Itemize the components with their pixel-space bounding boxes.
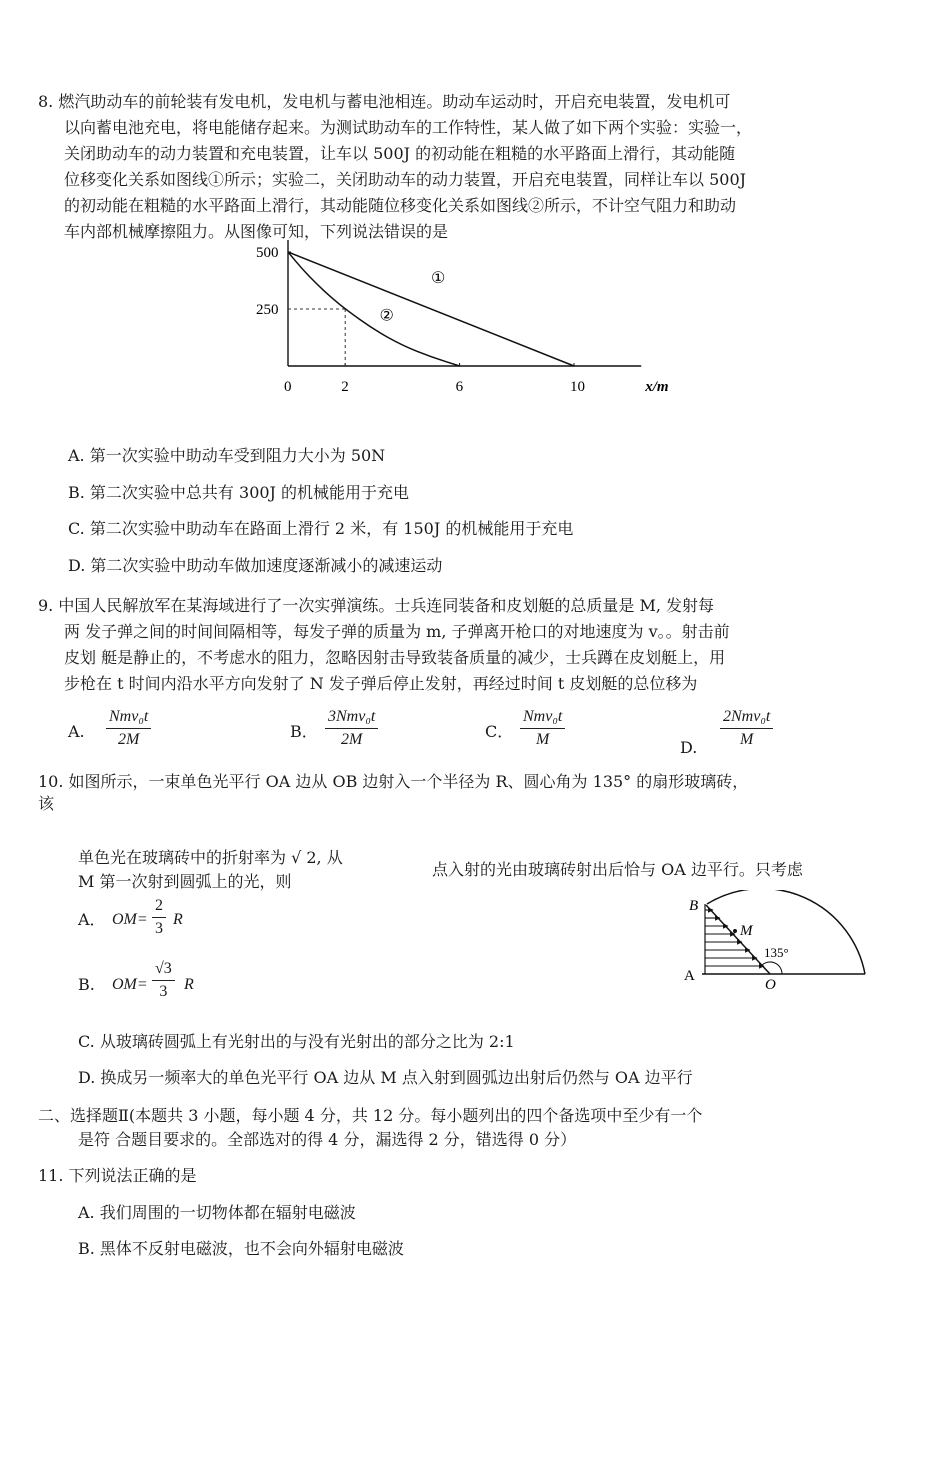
q11-option-b: B. 黑体不反射电磁波，也不会向外辐射电磁波 [78, 1239, 404, 1258]
q9-option-d-numerator: 2Nmv₀t [720, 706, 773, 729]
y-tick-label-500: 500 [256, 245, 279, 261]
q8-stem-line-6: 车内部机械摩擦阻力。从图像可知，下列说法错误的是 [64, 222, 449, 241]
q8-option-a: A. 第一次实验中助动车受到阻力大小为 50N [68, 446, 386, 465]
q8-option-c: C. 第二次实验中助动车在路面上滑行 2 米，有 150J 的机械能用于充电 [68, 519, 574, 538]
q10-option-c: C. 从玻璃砖圆弧上有光射出的与没有光射出的部分之比为 2:1 [78, 1032, 515, 1051]
sector-edge-ob [706, 905, 770, 974]
q11-option-a: A. 我们周围的一切物体都在辐射电磁波 [78, 1203, 356, 1222]
q9-option-b-label: B． [290, 722, 318, 741]
q10-option-a-numerator: 2 [152, 895, 166, 918]
q8-option-d: D. 第二次实验中助动车做加速度逐渐减小的减速运动 [68, 556, 443, 575]
section2-heading-line-1: 二、选择题Ⅱ(本题共 3 小题，每小题 4 分，共 12 分。每小题列出的四个备选项中至少有一个 [38, 1106, 703, 1125]
series-label-1: ① [431, 269, 446, 287]
q8-stem-line-1: 8. 燃汽助动车的前轮装有发电机，发电机与蓄电池相连。助动车运动时，开启充电装置，发电机可 [38, 92, 731, 111]
q8-stem-line-2: 以向蓄电池充电，将电能储存起来。为测试助动车的工作特性，某人做了如下两个实验：实验一， [64, 118, 753, 137]
point-m-dot [733, 929, 737, 933]
q10-left-line-1: 单色光在玻璃砖中的折射率为 √ 2, 从 [78, 848, 343, 867]
q8-option-b: B. 第二次实验中总共有 300J 的机械能用于充电 [68, 483, 410, 502]
q10-option-a-fraction [152, 895, 166, 940]
q10-option-d: D. 换成另一频率大的单色光平行 OA 边从 M 点入射到圆弧边出射后仍然与 OA 边平行 [78, 1068, 693, 1087]
q9-option-a-numerator: Nmv₀t [106, 706, 151, 729]
q10-option-a-tail: R [173, 911, 183, 928]
label-o: O [765, 977, 776, 990]
q9-stem-line-1: 9. 中国人民解放军在某海域进行了一次实弹演练。士兵连同装备和皮划艇的总质量是 M, 发射每 [38, 596, 714, 615]
label-angle: 135° [764, 945, 789, 960]
q10-option-b-denominator: 3 [159, 983, 168, 1000]
q9-stem-line-4: 步枪在 t 时间内沿水平方向发射了 N 发子弹后停止发射，再经过时间 t 皮划艇的总位移为 [64, 674, 698, 693]
q10-stem-line-2: 该 [38, 794, 55, 813]
q9-option-c-numerator: Nmv₀t [520, 706, 565, 729]
q9-option-a-fraction [106, 706, 151, 751]
series-label-2: ② [379, 307, 394, 325]
q10-option-a-label: A． [78, 910, 106, 929]
q9-option-d-fraction [720, 706, 773, 751]
q8-chart [250, 236, 670, 401]
q9-option-b-fraction [325, 706, 378, 751]
q9-option-c-denominator: M [536, 731, 550, 748]
x-tick-label-0: 0 [284, 379, 292, 395]
q9-stem-line-2: 两 发子弹之间的时间间隔相等，每发子弹的质量为 m, 子弹离开枪口的对地速度为 v。。射击前 [64, 622, 730, 641]
x-tick-label-2: 2 [341, 379, 349, 395]
q10-option-a-denominator: 3 [155, 920, 163, 937]
q9-option-b-numerator: 3Nmv₀t [325, 706, 378, 729]
q10-option-b-lhs: OM= [112, 976, 148, 993]
q10-option-b-label: B. [78, 975, 95, 994]
q10-sector-figure [672, 890, 877, 990]
q8-stem-line-5: 的初动能在粗糙的水平路面上滑行，其动能随位移变化关系如图线②所示，不计空气阻力和助动 [64, 196, 737, 215]
q10-option-a-lhs: OM= [112, 911, 148, 928]
q9-option-d-label: D. [680, 738, 698, 757]
q9-option-d-denominator: M [740, 731, 754, 748]
q8-stem-line-4: 位移变化关系如图线①所示；实验二，关闭助动车的动力装置，开启充电装置，同样让车以 500J [64, 170, 747, 189]
q9-option-c-fraction [520, 706, 565, 751]
q10-option-b-tail: R [184, 976, 194, 993]
q10-option-b-numerator: √3 [152, 958, 175, 981]
label-m: M [740, 923, 753, 939]
q10-stem-line-1: 10. 如图所示，一束单色光平行 OA 边从 OB 边射入一个半径为 R、圆心角为 135° 的扇形玻璃砖， [38, 772, 749, 791]
section2-heading-line-2: 是符 合题目要求的。全部选对的得 4 分，漏选得 2 分，错选得 0 分） [78, 1130, 577, 1149]
label-b: B [689, 898, 699, 914]
y-tick-label-250: 250 [256, 302, 279, 318]
q8-stem-line-3: 关闭助动车的动力装置和充电装置，让车以 500J 的初动能在粗糙的水平路面上滑行，其动能随 [64, 144, 736, 163]
q10-right-text: 点入射的光由玻璃砖射出后恰与 OA 边平行。只考虑 [432, 860, 803, 879]
q9-stem-line-3: 皮划 艇是静止的，不考虑水的阻力，忽略因射击导致装备质量的减少，士兵蹲在皮划艇上，用 [64, 648, 726, 667]
label-a: A [684, 968, 695, 984]
q9-option-a-denominator: 2M [118, 731, 140, 748]
q10-option-b-fraction [152, 958, 175, 1003]
q10-left-line-2: M 第一次射到圆弧上的光，则 [78, 872, 292, 891]
incident-rays [705, 910, 764, 966]
q11-stem: 11. 下列说法正确的是 [38, 1166, 197, 1185]
q9-option-b-denominator: 2M [341, 731, 363, 748]
x-tick-label-6: 6 [455, 379, 464, 395]
x-axis-label: x/m [645, 379, 669, 395]
q9-option-c-label: C． [485, 722, 514, 741]
x-tick-label-10: 10 [570, 379, 585, 395]
q9-option-a-label: A. [68, 722, 85, 741]
